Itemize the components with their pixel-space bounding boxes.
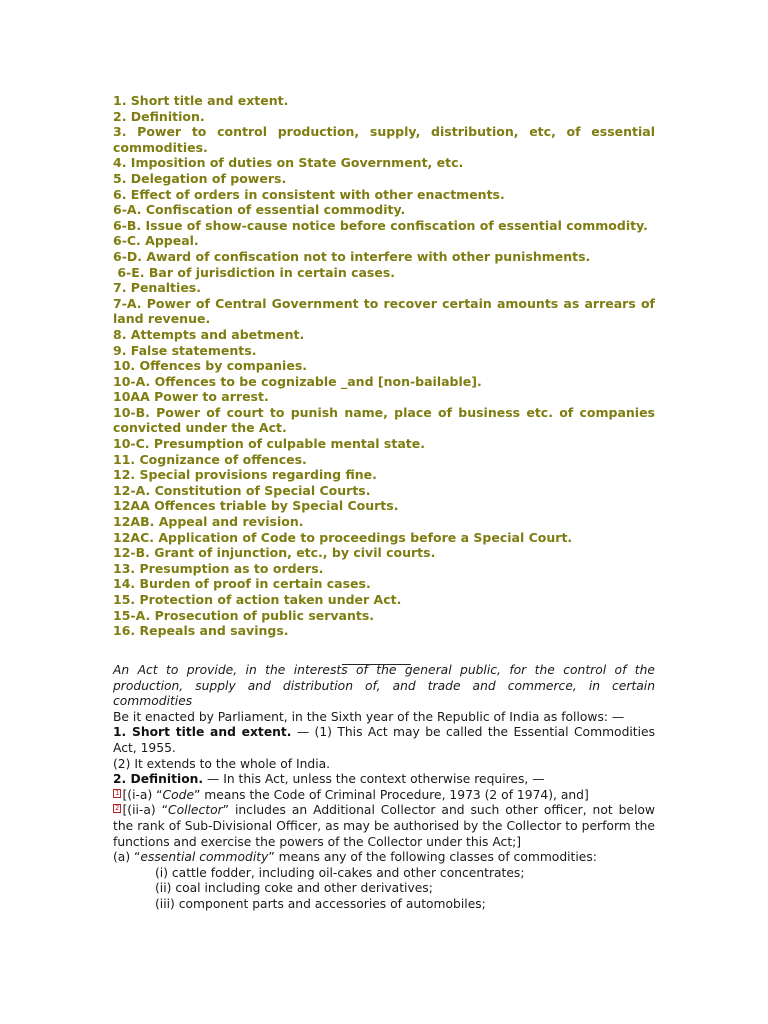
toc-item[interactable]: 10. Offences by companies.	[113, 358, 308, 374]
toc-item[interactable]: 8. Attempts and abetment.	[113, 326, 305, 342]
section-2	[113, 772, 655, 788]
toc-item[interactable]: 6. Effect of orders in consistent with other enactments.	[113, 186, 505, 202]
footnote-link[interactable]: 1	[115, 788, 120, 797]
defined-term: essential commodity	[140, 850, 269, 865]
commodity-item: (ii) coal including coke and other derivatives;	[155, 881, 433, 896]
toc-item[interactable]: 2. Definition.	[113, 108, 205, 124]
toc-item[interactable]: 16. Repeals and savings.	[113, 623, 289, 639]
definition-text: ” includes an Additional Collector and such other officer, not below the rank of Sub-Divisional Officer, as may be authorised by the Collector to perform the functions and exercise the powers of the Collector under this Act;]	[113, 803, 655, 849]
section-heading: 1. Short title and extent.	[113, 725, 292, 740]
section-heading: 2. Definition.	[113, 772, 204, 787]
definition-prefix: [(i-a) “	[122, 787, 163, 802]
section-text: — (1) This Act may be called the Essential Commodities Act, 1955.	[113, 725, 655, 755]
commodity-item: (i) cattle fodder, including oil-cakes and other concentrates;	[155, 865, 525, 880]
toc-item[interactable]: 9. False statements.	[113, 342, 257, 358]
enacting-clause: Be it enacted by Parliament, in the Sixth year of the Republic of India as follows: —	[113, 709, 625, 724]
definition-prefix: [(ii-a) “	[122, 803, 168, 818]
footnote-link[interactable]: 2	[115, 804, 120, 813]
definition-essential-commodity	[113, 850, 655, 866]
toc-item[interactable]: 5. Delegation of powers.	[113, 170, 287, 186]
toc-item[interactable]: 12. Special provisions regarding fine.	[113, 467, 377, 483]
definition-text: ” means any of the following classes of commodities:	[268, 850, 597, 865]
toc-item[interactable]: 6-A. Confiscation of essential commodity.	[113, 202, 406, 218]
toc-item[interactable]: 13. Presumption as to orders.	[113, 560, 324, 576]
act-body	[113, 663, 655, 913]
toc-item[interactable]: 7. Penalties.	[113, 280, 201, 296]
separator-line: ___________	[342, 650, 411, 665]
toc-item[interactable]: 3. Power to control production, supply, distribution, etc, of essential commodities.	[113, 124, 655, 155]
toc-item[interactable]: 10AA Power to arrest.	[113, 389, 269, 405]
toc-item[interactable]: 10-C. Presumption of culpable mental state.	[113, 436, 425, 452]
definition-text: ” means the Code of Criminal Procedure, 1973 (2 of 1974), and]	[194, 787, 589, 802]
toc-item[interactable]: 6-E. Bar of jurisdiction in certain cases.	[113, 264, 396, 280]
toc-item[interactable]: 14. Burden of proof in certain cases.	[113, 576, 371, 592]
toc-item[interactable]: 12-A. Constitution of Special Courts.	[113, 482, 371, 498]
toc-item[interactable]: 12AC. Application of Code to proceedings before a Special Court.	[113, 529, 573, 545]
toc-item[interactable]: 12AA Offences triable by Special Courts.	[113, 498, 399, 514]
toc-item[interactable]: 15-A. Prosecution of public servants.	[113, 607, 375, 623]
section-1	[113, 725, 655, 756]
toc-item[interactable]: 10-B. Power of court to punish name, place of business etc. of companies convicted under the Act.	[113, 404, 655, 436]
toc-item[interactable]: 1. Short title and extent.	[113, 93, 289, 108]
table-of-contents	[113, 93, 655, 639]
defined-term: Collector	[167, 803, 223, 818]
section-text: — In this Act, unless the context otherwise requires, —	[203, 772, 545, 787]
toc-item[interactable]: 6-C. Appeal.	[113, 233, 199, 249]
toc-item[interactable]: 12-B. Grant of injunction, etc., by civil courts.	[113, 545, 436, 561]
definition-prefix: (a) “	[113, 850, 141, 865]
commodity-item: (iii) component parts and accessories of automobiles;	[155, 896, 486, 911]
definition-code	[113, 788, 655, 804]
toc-item[interactable]: 6-B. Issue of show-cause notice before confiscation of essential commodity.	[113, 217, 648, 233]
toc-item[interactable]: 12AB. Appeal and revision.	[113, 514, 304, 530]
toc-item[interactable]: 15. Protection of action taken under Act.	[113, 592, 402, 607]
toc-item[interactable]: 4. Imposition of duties on State Government, etc.	[113, 155, 464, 171]
toc-item[interactable]: 10-A. Offences to be cognizable _and [non-bailable].	[113, 373, 482, 389]
toc-item[interactable]: 11. Cognizance of offences.	[113, 451, 307, 467]
defined-term: Code	[162, 787, 195, 802]
definition-collector	[113, 803, 655, 850]
toc-item[interactable]: 6-D. Award of confiscation not to interfere with other punishments.	[113, 248, 591, 264]
act-long-title: An Act to provide, in the interests of the general public, for the control of the production, supply and distribution of, and trade and commerce, in certain commodities	[113, 663, 655, 709]
toc-item[interactable]: 7-A. Power of Central Government to recover certain amounts as arrears of land revenue.	[113, 295, 655, 327]
section-1-sub-2: (2) It extends to the whole of India.	[113, 756, 331, 771]
